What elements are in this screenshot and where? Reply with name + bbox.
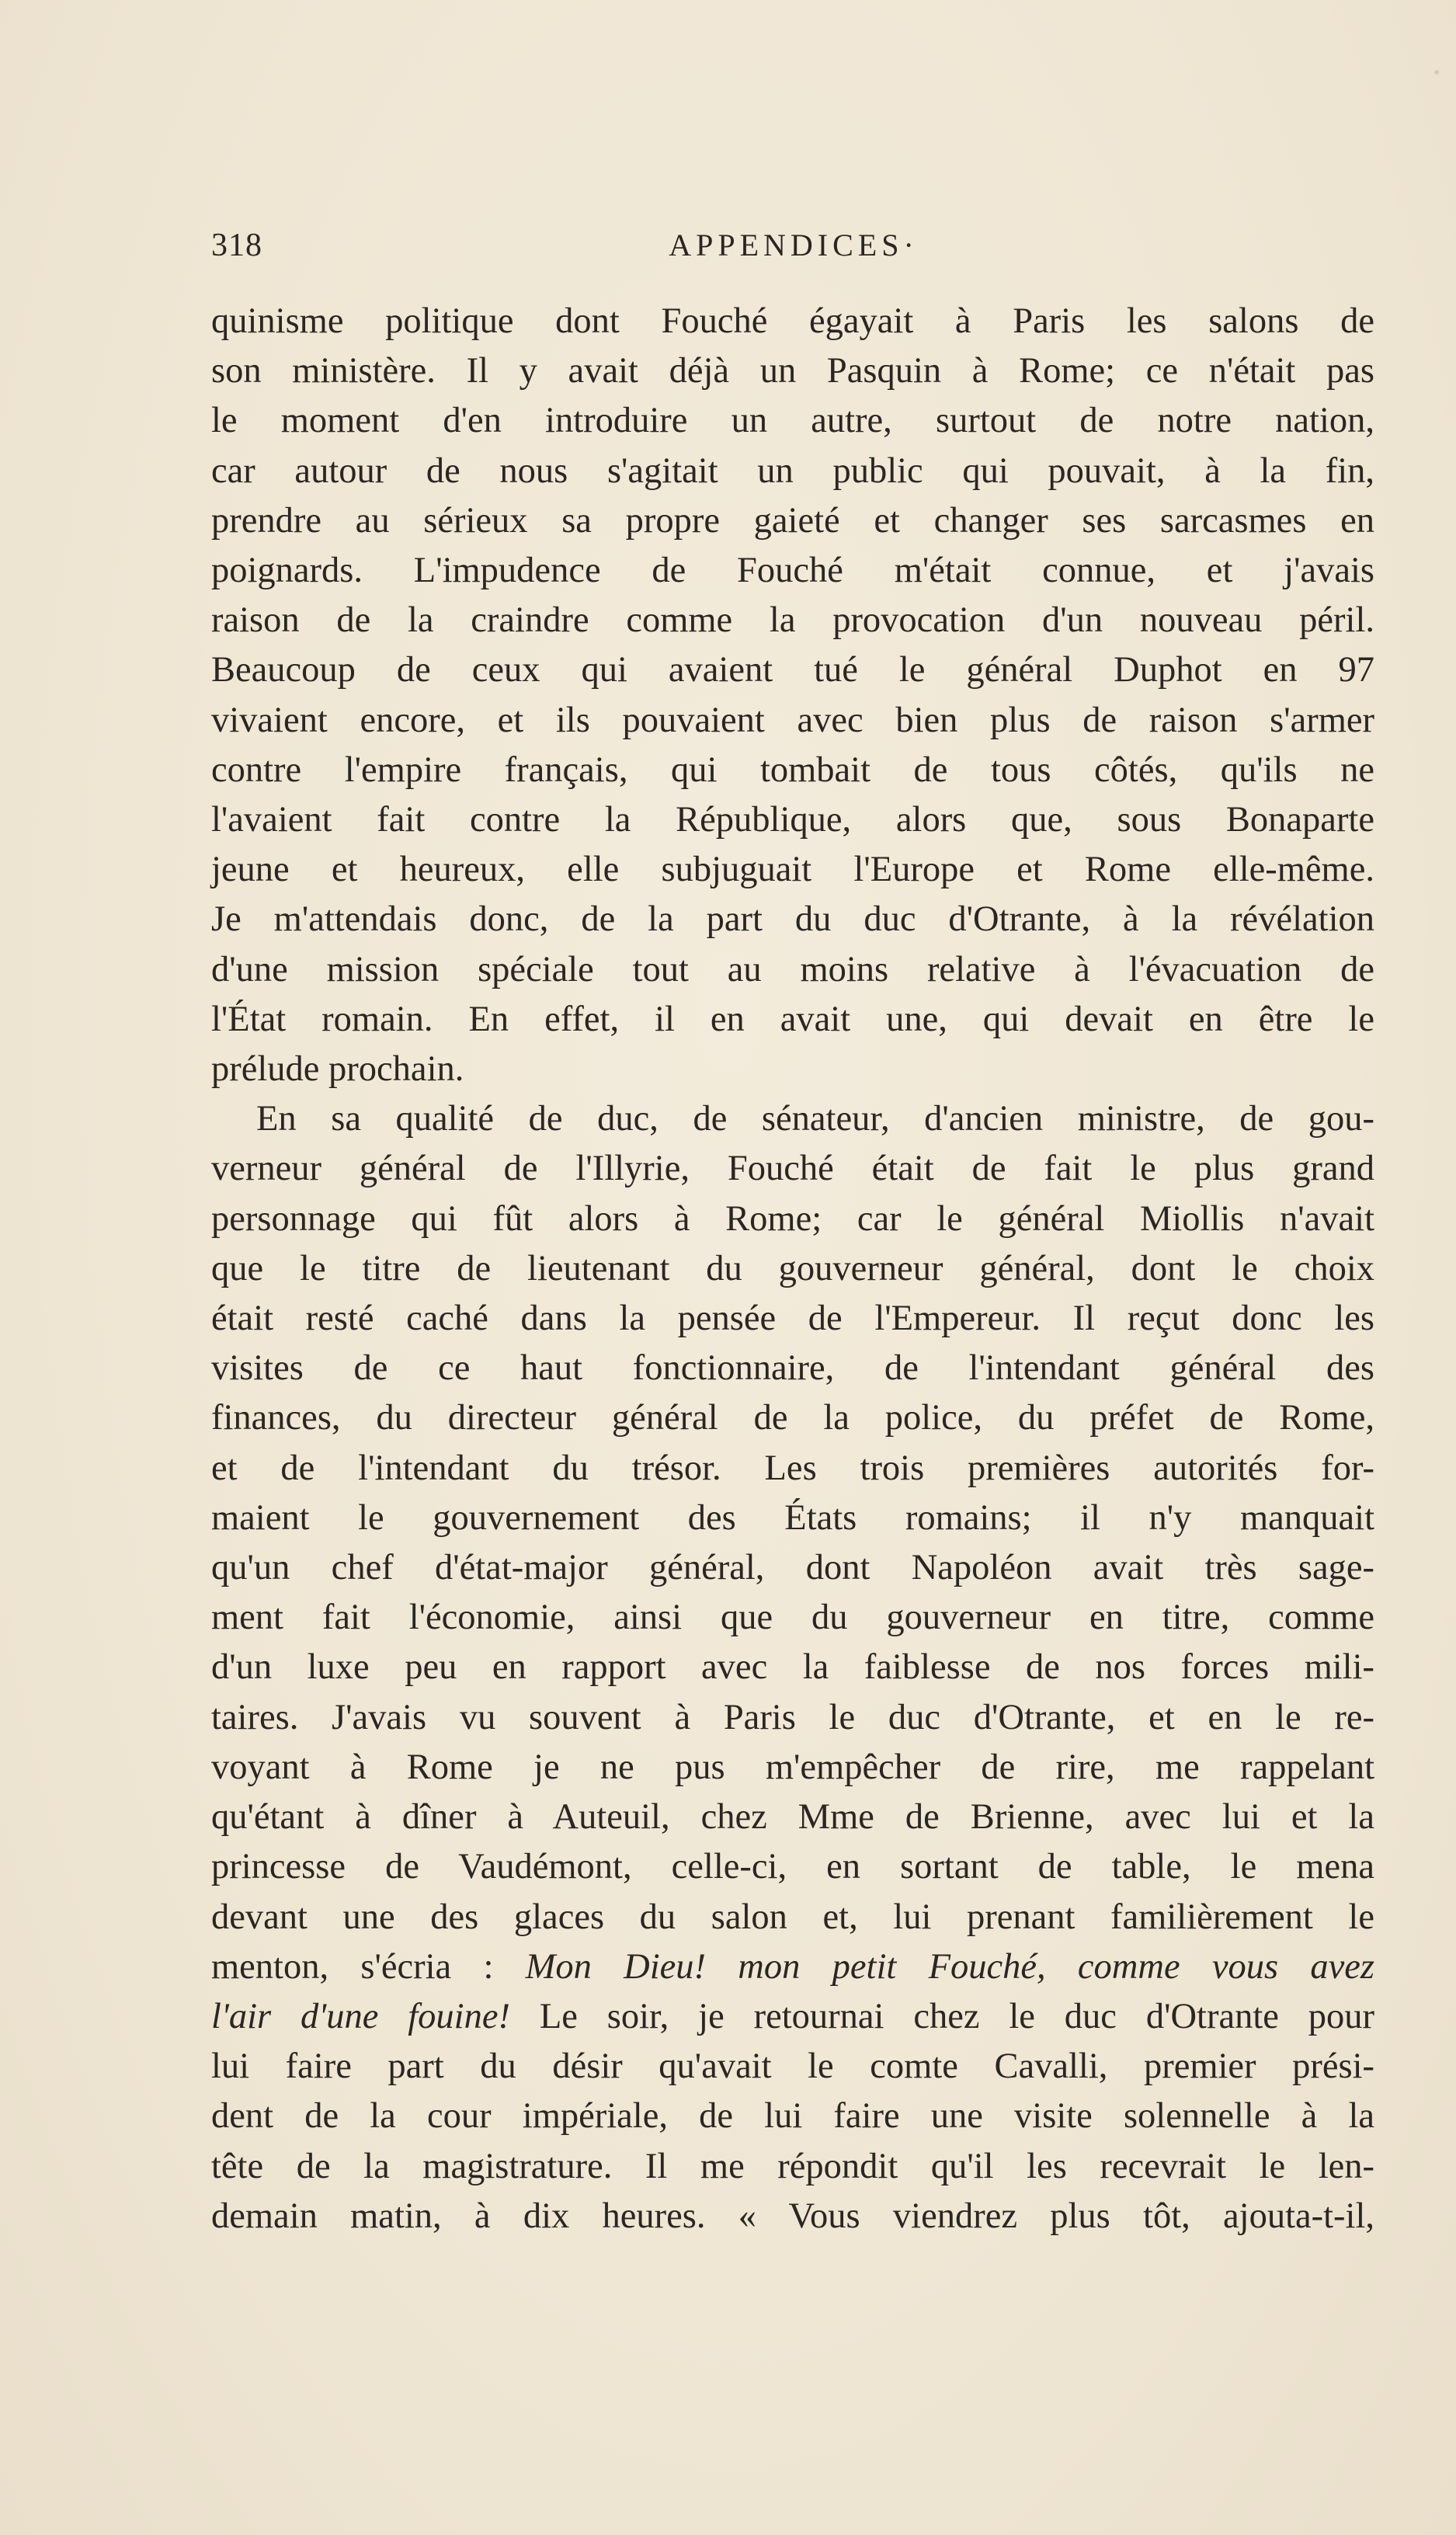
text-line: Beaucoup de ceux qui avaient tué le général Duphot en 97 <box>211 650 1374 690</box>
text-line-quote-end <box>211 1992 1374 2042</box>
text-line: raison de la craindre comme la provocation d'un nouveau péril. <box>211 600 1374 641</box>
text-line: maient le gouvernement des États romains; il n'y manquait <box>211 1497 1374 1538</box>
text-line: d'une mission spéciale tout au moins relative à l'évacuation de <box>211 949 1374 989</box>
page-blemish <box>1434 70 1439 75</box>
text-line: jeune et heureux, elle subjuguait l'Europe et Rome elle-même. <box>211 850 1374 890</box>
text-line: voyant à Rome je ne pus m'empêcher de rire, me rappelant <box>211 1747 1374 1787</box>
text-line: princesse de Vaudémont, celle-ci, en sortant de table, le mena <box>211 1847 1374 1887</box>
text-line: personnage qui fût alors à Rome; car le général Miollis n'avait <box>211 1198 1374 1239</box>
text-line: prélude prochain. <box>211 1049 464 1090</box>
text-line: finances, du directeur général de la police, du préfet de Rome, <box>211 1398 1374 1438</box>
text-line: taires. J'avais vu souvent à Paris le duc d'Otrante, et en le re- <box>211 1697 1374 1737</box>
text-line: que le titre de lieutenant du gouverneur général, dont le choix <box>211 1248 1374 1288</box>
text-line: vivaient encore, et ils pouvaient avec bien plus de raison s'armer <box>211 700 1374 740</box>
text-line: devant une des glaces du salon et, lui prenant familièrement le <box>211 1897 1374 1937</box>
text-line: car autour de nous s'agitait un public qui pouvait, à la fin, <box>211 450 1374 491</box>
text-line: l'État romain. En effet, il en avait une, qui devait en être le <box>211 999 1374 1039</box>
text-line: visites de ce haut fonctionnaire, de l'intendant général des <box>211 1348 1374 1389</box>
paragraph-1 <box>211 297 1374 1094</box>
text-line: prendre au sérieux sa propre gaieté et changer ses sarcasmes en <box>211 500 1374 541</box>
text-line: En sa qualité de duc, de sénateur, d'ancien ministre, de gou- <box>256 1099 1374 1139</box>
quote-italic: Mon Dieu! mon petit Fouché, comme vous avez <box>525 1946 1375 1987</box>
text-line: tête de la magistrature. Il me répondit qu'il les recevrait le len- <box>211 2146 1374 2186</box>
running-title: APPENDICES· <box>669 228 919 263</box>
page-number: 318 <box>211 228 262 263</box>
text-line-quote <box>211 1942 1374 1992</box>
text-line: ment fait l'économie, ainsi que du gouverneur en titre, comme <box>211 1598 1374 1638</box>
running-head <box>211 227 1376 273</box>
text-line: contre l'empire français, qui tombait de tous côtés, qu'ils ne <box>211 749 1374 790</box>
text-line: était resté caché dans la pensée de l'Empereur. Il reçut donc les <box>211 1299 1374 1339</box>
text-line: d'un luxe peu en rapport avec la faiblesse de nos forces mili- <box>211 1647 1374 1688</box>
quote-after: Le soir, je retournai chez le duc d'Otrante pour <box>539 1996 1375 2036</box>
quote-italic-end: l'air d'une fouine! <box>211 1996 510 2036</box>
text-line: son ministère. Il y avait déjà un Pasquin à Rome; ce n'était pas <box>211 351 1374 391</box>
text-line: et de l'intendant du trésor. Les trois premières autorités for- <box>211 1448 1374 1488</box>
text-line: dent de la cour impériale, de lui faire une visite solennelle à la <box>211 2096 1374 2137</box>
text-line: le moment d'en introduire un autre, surtout de notre nation, <box>211 401 1374 441</box>
quote-intro: menton, s'écria : <box>211 1946 494 1987</box>
text-line: qu'un chef d'état-major général, dont Napoléon avait très sage- <box>211 1548 1374 1588</box>
text-line: qu'étant à dîner à Auteuil, chez Mme de Brienne, avec lui et la <box>211 1797 1374 1838</box>
text-line: verneur général de l'Illyrie, Fouché était de fait le plus grand <box>211 1149 1374 1189</box>
text-line: lui faire part du désir qu'avait le comte Cavalli, premier prési- <box>211 2046 1374 2087</box>
text-line: Je m'attendais donc, de la part du duc d'Otrante, à la révélation <box>211 899 1374 940</box>
text-line: l'avaient fait contre la République, alors que, sous Bonaparte <box>211 800 1374 840</box>
paragraph-2 <box>211 1094 1374 2241</box>
text-line: poignards. L'impudence de Fouché m'était connue, et j'avais <box>211 551 1374 591</box>
text-line: demain matin, à dix heures. « Vous viendrez plus tôt, ajouta-t-il, <box>211 2196 1374 2236</box>
text-line: quinisme politique dont Fouché égayait à Paris les salons de <box>211 301 1374 341</box>
body-text <box>211 297 1374 2241</box>
